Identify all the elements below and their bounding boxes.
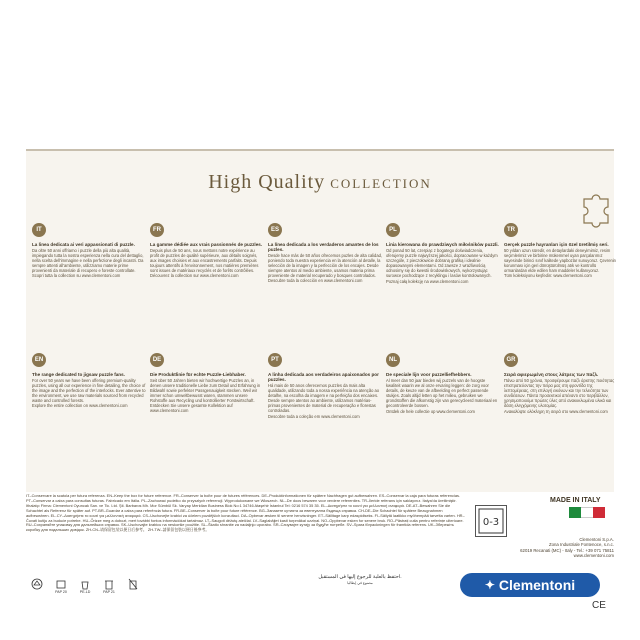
ce-mark: CE bbox=[592, 600, 606, 611]
company-web: www.clementoni.com bbox=[573, 552, 614, 558]
lang-block-es bbox=[268, 221, 382, 283]
italy-flag-icon bbox=[569, 507, 605, 518]
lang-badge: PL bbox=[386, 223, 400, 237]
trash-bin-icon bbox=[126, 578, 140, 594]
lang-badge: EN bbox=[32, 353, 46, 367]
lang-link: Ontdek de hele collectie op www.clementoni.com bbox=[386, 408, 475, 414]
lang-body: Desde hace más de 50 años ofrecemos puzles de alta calidad, poniendo toda nuestra experiencia en la atención al detalle, la selección de la imagen y la perfección de los encajes. Desde siempre atentos al medio ambiente, usamos materia prima proveniente de material recuperado y bosques controlados. bbox=[268, 253, 383, 279]
lang-body: Há mais de 50 anos oferecemos puzzles da mais alta qualidade, utilizando toda a nossa experiência na atenção ao detalhe, na escolha da imagem e na perfeição dos encaixes. Desde sempre atentos ao ambiente, utilizamos matérias-primas provenientes de material de recuperação e florestas controladas. bbox=[268, 383, 380, 414]
lang-body: Od ponad 50 lat, czerpiąc z bogatego doświadczenia, oferujemy puzzle najwyższej jakości, dopracowane w każdym szczególe, z pieczołowicie dobraną grafiką i idealnie dopasowanymi elementami. Od zawsze z wrażliwością odnosimy się do kwestii środowiskowych, wykorzystując surowce pochodzące z recyklingu i lasów kontrolowanych. bbox=[386, 248, 498, 279]
lang-link: Scopri tutta la collection su www.clementoni.com bbox=[32, 273, 121, 279]
lang-link: Poznaj całą kolekcję na www.clementoni.com bbox=[386, 278, 469, 284]
plastic-bag-icon bbox=[78, 578, 92, 594]
lang-badge: ES bbox=[268, 223, 282, 237]
lang-link: Descobre toda a coleção em www.clementoni.com bbox=[268, 413, 360, 419]
star-icon: ✦ bbox=[484, 578, 495, 592]
lang-title: Σειρά αφιερωμένη στους λάτρεις των παζλ. bbox=[504, 372, 599, 377]
arabic-subtext: مصنوع في إيطاليا bbox=[347, 581, 373, 585]
recycle-label: PE-LD bbox=[79, 590, 91, 594]
lang-title: Gerçek puzzle hayranları için özel üretilmiş seri. bbox=[504, 242, 609, 247]
lang-block-pt bbox=[268, 351, 382, 419]
title-sub: COLLECTION bbox=[330, 176, 432, 191]
company-address: Zona Industriale Fontenoce, s.n.c. bbox=[549, 542, 614, 548]
recycle-label: PAP 20 bbox=[55, 590, 67, 594]
lang-block-pl bbox=[386, 221, 500, 284]
lang-link: Ανακαλύψτε ολόκληρη τη σειρά στο www.clementoni.com bbox=[504, 408, 608, 414]
lang-block-tr bbox=[504, 221, 618, 278]
recycling-icons bbox=[30, 578, 140, 594]
made-in-label: MADE IN ITALY bbox=[550, 497, 601, 504]
svg-text:0-3: 0-3 bbox=[482, 517, 500, 528]
lang-badge: GR bbox=[504, 353, 518, 367]
lang-title: De speciale lijn voor puzzelliefhebbers. bbox=[386, 372, 472, 377]
arabic-notice bbox=[270, 574, 450, 586]
lang-body: 50 yıldan uzun süredir, en detaylardaki deneyimimiz, resim seçimlerimiz ve birbirine mükemmel uyan parçalarımız sayesinde birinci sınıf kalitede yapbozlar sunuyoruz. Çevrenin korunması için geri dönüştürülmüş atık ve kontrollü ormanlardan elde edilen ham maddeler kullanıyoruz. bbox=[504, 248, 616, 274]
lang-badge: IT bbox=[32, 223, 46, 237]
lang-block-nl bbox=[386, 351, 500, 414]
company-info bbox=[520, 537, 614, 558]
lang-block-fr bbox=[150, 221, 264, 278]
title-main: High Quality bbox=[208, 171, 326, 193]
lang-title: A linha dedicada aos verdadeiros apaixonados por puzzles. bbox=[268, 372, 379, 382]
lang-body: Seit über 50 Jahren bieten wir hochwertige Puzzles an, in denen unsere traditionelle Liebe zum Detail und Erfahrung in Bildwahl sowie perfekter Passgenauigkeit stecken. Weil wir immer schon umweltbewusst waren, stammen unsere Rohstoffe aus Recycling und kontrollierter Forstwirtschaft. bbox=[150, 378, 261, 404]
brand-name: Clementoni bbox=[498, 577, 576, 593]
lang-body: Depuis plus de 50 ans, nous mettons notre expérience au profit de puzzles de qualité supérieure, aux détails soignés, aux images choisies et aux encastrements parfaits. Depuis toujours attentifs à l'environnement, nos matières premières sont issues de matériaux recyclés et de forêts contrôlées. bbox=[150, 248, 259, 274]
arabic-text: احتفظ بالعلبة للرجوع إليها في المستقبل. bbox=[318, 574, 402, 580]
company-name: Clementoni S.p.A. bbox=[579, 537, 614, 542]
paper-bin-icon bbox=[102, 578, 116, 594]
warning-symbol-icon bbox=[475, 505, 507, 537]
lang-title: Linia kierowana do prawdziwych miłośników puzzli. bbox=[386, 242, 499, 247]
lang-body: Da oltre 50 anni offriamo i puzzle della più alta qualità, impiegando tutta la nostra esperienza nella cura del dettaglio, nella scelta dell'immagine e nella perfezione degli incastri. Da sempre attenti all'ambiente, utilizziamo materie prime provenienti da materiale di recupero e foreste controllate. bbox=[32, 248, 144, 274]
lang-body: Πάνω από 50 χρόνια, προσφέρουμε παζλ άριστης ποιότητας επιστρατεύοντας την πείρα μας στη φροντίδα της λεπτομέρειας, στη επιλογή εικόνων και την τελειότητα των συνδέσεων. Πάντα προσεκτικοί απέναντι στο περιβάλλον, χρησιμοποιούμε πρώτες ύλες από ανακυκλωμένα υλικά και δάση ελεγχόμενης υλοτομίας. bbox=[504, 378, 615, 409]
lang-body: For over 50 years we have been offering premium-quality puzzles, using all our experience in fine detailing, the choice of the image and the perfection of the interlocks. Ever attentive to the environment, we use raw materials sourced from recycled waste and controlled forests. bbox=[32, 378, 146, 404]
lang-link: Entdecken Sie unsere gesamte Kollektion auf www.clementoni.com bbox=[150, 403, 233, 414]
lang-badge: PT bbox=[268, 353, 282, 367]
collection-title bbox=[26, 171, 614, 194]
lang-block-de bbox=[150, 351, 264, 413]
lang-title: La gamme dédiée aux vrais passionnés de puzzles. bbox=[150, 242, 263, 247]
recycle-label: PAP 21 bbox=[103, 590, 115, 594]
info-panel bbox=[26, 149, 614, 492]
lang-link: Descubre toda la colección en www.clementoni.com bbox=[268, 278, 363, 284]
lang-link: Découvrez la collection sur www.clementoni.com bbox=[150, 273, 239, 279]
lang-title: Die Produktlinie für echte Puzzle-Liebhaber. bbox=[150, 372, 246, 377]
recycling-triman-icon bbox=[30, 578, 44, 594]
lang-title: The range dedicated to jigsaw puzzle fans. bbox=[32, 372, 125, 377]
lang-block-gr bbox=[504, 351, 618, 414]
company-city: 62019 Recanati (MC) - Italy - Tel.: +39 071 75811 bbox=[520, 547, 614, 553]
lang-body: Al meer dan 50 jaar bieden wij puzzels van de hoogste kwaliteit waarin we al onze ervaring leggen: de zorg voor details, de keuze van de afbeelding en perfect passende stukjes. Zoals altijd letten op het milieu, gebruiken we grondstoffen die afkomstig zijn van gerecycleerd materiaal en gecontroleerde bossen. bbox=[386, 378, 498, 409]
lang-block-en bbox=[32, 351, 146, 408]
lang-badge: DE bbox=[150, 353, 164, 367]
lang-block-it bbox=[32, 221, 146, 278]
lang-badge: FR bbox=[150, 223, 164, 237]
lang-title: La línea dedicada a los verdaderos amantes de los puzles. bbox=[268, 242, 379, 252]
legal-text: IT–Conservare la scatola per futura referenza. EN–Keep the box for future reference. FR–Conserver la boîte pour de futures références. DE–Produktinformationen für spätere Nachfragen gut aufbewahren. ES–Conservar la caja para futuras referencias. PT–Conservar a caixa para consultas futuras. Fabricado em Itália. PL–Zachować pudełko do przyszłych referencji. Wyprodukowane we Włoszech. NL–De doos bewaren voor verdere referenties. TR–İleride referans için saklayınız. İtalya'da üretilmiştir. Ithalatçı Firma: Clementoni Oyuncak San. ve Tic. Ltd. Şti. Barbaros Mh. Mor Sümbül Sk. Varyap Meridian Business Blok No:1 34746 Ataşehir İstanbul Tel: 0216 574 35 35. EL–Διατηρήστε το κουτί για μελλοντική αναφορά. DE-AT–Bewahren Sie die Schachtel als Referenz für später auf. PT-BR–Guardar a caixa para referência futura. FR-BE–Conserver la boîte pour future référence. BG–Запазете кутията за евентуална бъдеща справка. CH-DE–Die Schachtel für spätere Bezugnahmen aufbewahren. EL-CY–Διατηρήστε το κουτί για μελλοντική αναφορά. CS–Uschovejte krabici za účelem pozdějších konzultací. DA–Opbevar æsken til senere henvisninger. ET–Säilitage karp edaspidiseks. FI–Säilytä laatikko myöhempää tarvetta varten. HR–Čuvati kutiju za buduće potrebe. HU–Őrizze meg a dobozt, mert további fontos információkat tartalmaz. LT–Saugoti dėžutę ateičiai. LV–Saglabājiet kasti turpmākai uzziņai. NO–Oppbevar esken for senere bruk. RO–Păstrați cutia pentru referințe ulterioare. RU–Сохраняйте упаковку для дальнейших справок. SK–Uschovajte krabicu na neskoršie použitie. SL–Škatlo shranite za nadaljnjo uporabo. SR–Сачувајте кутију за будуће потребе. SV–Spara förpackningen för framtida referens. UK–Збережіть коробку для подальших довідок. ZH-CN–请保留包装以便日后参考。 ZH-TW–請保留包裝以便日後參考。 bbox=[26, 493, 465, 533]
paper-box-icon bbox=[54, 578, 68, 594]
clementoni-logo bbox=[460, 573, 600, 597]
lang-badge: TR bbox=[504, 223, 518, 237]
lang-link: Explore the entire collection on www.clementoni.com bbox=[32, 403, 128, 409]
lang-link: Tüm koleksiyonu keşfedin: www.clementoni.com bbox=[504, 273, 592, 279]
lang-title: La linea dedicata ai veri appassionati di puzzle. bbox=[32, 242, 135, 247]
lang-badge: NL bbox=[386, 353, 400, 367]
